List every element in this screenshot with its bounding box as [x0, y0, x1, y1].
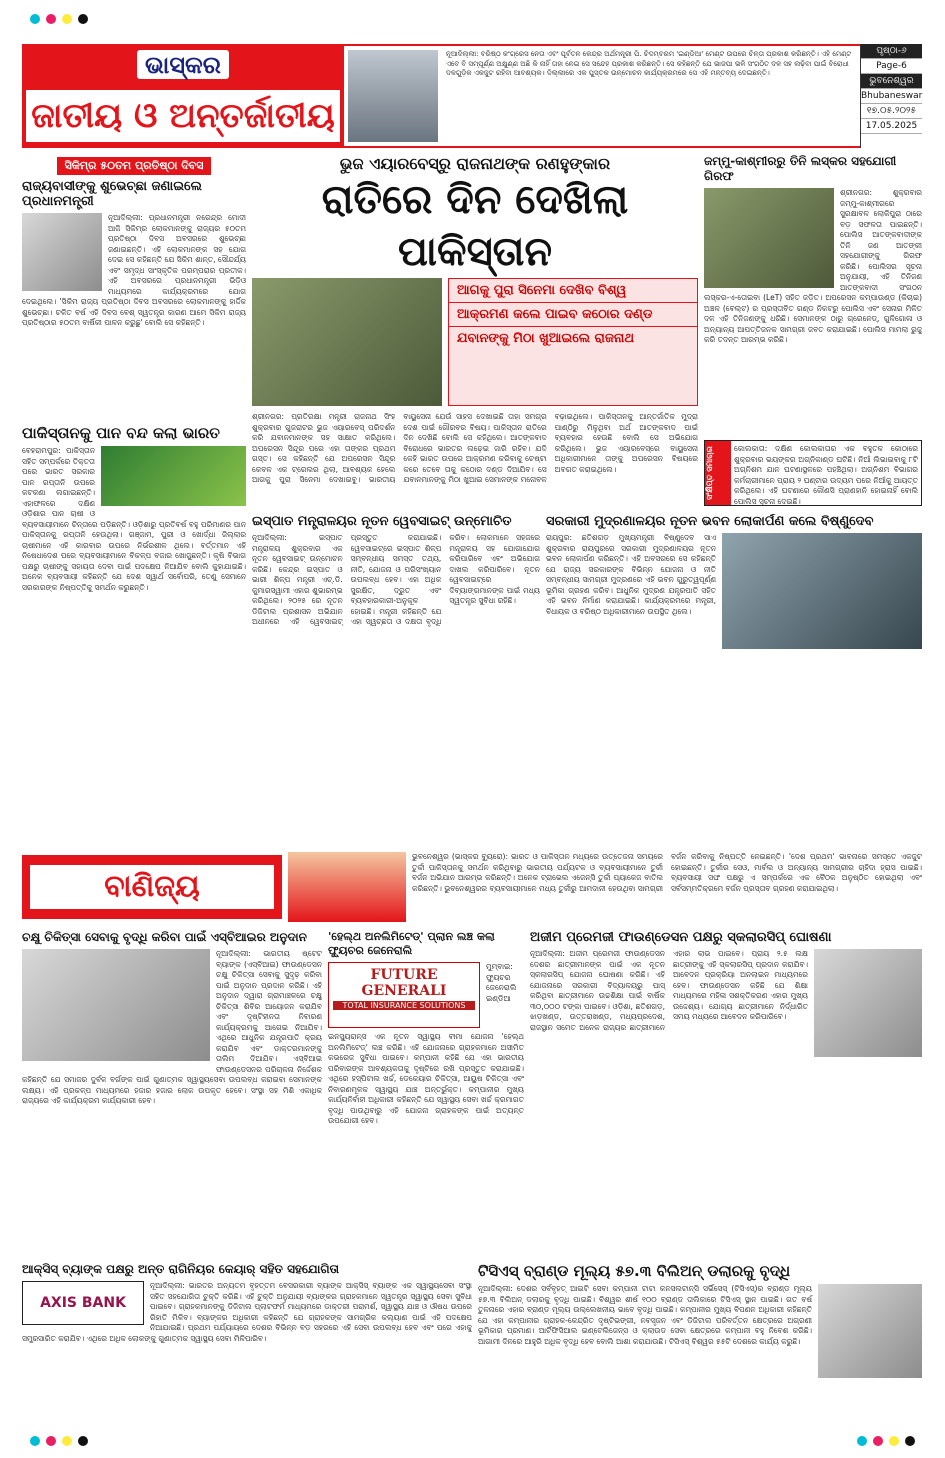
lead-body: ଶ୍ରୀନଗର: ପ୍ରତିରକ୍ଷା ମନ୍ତ୍ରୀ ରାଜନାଥ ସିଂହ ଶୁକ୍ରବାର ଗୁଜରାଟର ଭୁଜ ଏୟାରବେସ୍ ପରିଦର୍ଶନ କରି ଯବାନମାନଙ୍କ ସହ ସାକ୍ଷାତ କରିଥିଲେ। ଅପରେସନ ସିନ୍ଦୂର ପରେ ଏହା ତାଙ୍କର ପ୍ରଥମ ଗସ୍ତ। ସେ କହିଛନ୍ତି ଯେ ଅପରେସନ ସିନ୍ଦୂର କେବଳ ଏକ ଟ୍ରେଲର ଥିଲା, ଆବଶ୍ୟକ ହେଲେ ଆଗକୁ ପୁରା ସିନେମା ଦେଖାଇବୁ। ଭାରତୀୟ ବାୟୁସେନା ଯେଉଁ ସାହସ ଦେଖାଇଛି ତାହା ସମଗ୍ର ଦେଶ ପାଇଁ ଗୌରବର ବିଷୟ। ପାକିସ୍ତାନ ରାତିରେ ଦିନ ଦେଖିଛି ବୋଲି ସେ କହିଥିଲେ। ଆତଙ୍କବାଦ ବିରୋଧରେ ଭାରତର ଲଢ଼େଇ ଜାରି ରହିବ। ଯଦି କେହି ଭାରତ ଉପରେ ଆକ୍ରମଣ କରିବାକୁ ଚେଷ୍ଟା କରେ ତେବେ ତାକୁ କଠୋର ଦଣ୍ଡ ଦିଆଯିବ। ସେ ଯବାନମାନଙ୍କୁ ମିଠା ଖୁଆଇ ସେମାନଙ୍କ ମନୋବଳ ବଢ଼ାଇଥିଲେ। ପାକିସ୍ତାନକୁ ଆନ୍ତର୍ଜାତିକ ମୁଦ୍ରା ପାଣ୍ଠିରୁ ମିଳୁଥିବା ଅର୍ଥ ଆତଙ୍କବାଦ ପାଇଁ ବ୍ୟବହାର ହେଉଛି ବୋଲି ସେ ଅଭିଯୋଗ କରିଥିଲେ। ଭୁଜ ଏୟାରବେସ୍‌ରେ ବାୟୁସେନା ଅଧିକାରୀମାନେ ତାଙ୍କୁ ଅପରେସନ ବିଷୟରେ ଅବଗତ କରାଇଥିଲେ।	[252, 412, 698, 484]
article-jk	[704, 154, 922, 434]
brief-body: କୋଲକାତା: ଦକ୍ଷିଣ କୋଲକାତାର ଏକ ବହୁତଳ କୋଠାରେ ଶୁକ୍ରବାର ଭୟଙ୍କର ଅଗ୍ନିକାଣ୍ଡ ଘଟିଛି। ନିଆଁ ଲିଭାଇବାକୁ ୮ଟି ଅଗ୍ନିଶମ ଯାନ ଘଟଣାସ୍ଥଳରେ ପହଞ୍ଚିଥିଲା। ଅଗ୍ନିଶମ ବିଭାଗର କର୍ମଚାରୀମାନେ ପ୍ରାୟ ୨ ଘଣ୍ଟାର ଉଦ୍ୟମ ପରେ ନିଆଁକୁ ଆୟତ୍ତ କରିଥିଲେ। ଏହି ଘଟଣାରେ କୌଣସି ପ୍ରାଣହାନି ହୋଇନାହିଁ ବୋଲି ପୋଲିସ ସୂଚନା ଦେଇଛି।	[734, 444, 918, 506]
axis-logo-text: AXIS BANK	[40, 1295, 126, 1311]
betel-headline: ପାକିସ୍ତାନକୁ ପାନ ବନ୍ଦ କଲା ଭାରତ	[22, 424, 220, 442]
lead-headline: ରାତିରେ ଦିନ ଦେଖିଲା ପାକିସ୍ତାନ	[321, 177, 629, 275]
axis-headline: ଆକ୍ସିସ୍ ବ୍ୟାଙ୍କ ପକ୍ଷରୁ ଅନ୍ତ ରାଗିନିୟର କେୟାର୍ ସହିତ ସହଯୋଗିତା	[22, 1262, 340, 1276]
registration-dots-top	[30, 14, 88, 24]
eye-body: ନୂଆଦିଲ୍ଲୀ: ଭାରତୀୟ ଷ୍ଟେଟ ବ୍ୟାଙ୍କ (ଏସ୍‌ବିଆଇ) ଫାଉଣ୍ଡେସନ ଚକ୍ଷୁ ଚିକିତ୍ସା ସେବାକୁ ସୁଦୃଢ଼ କରିବା ପାଇଁ ଅନୁଦାନ ପ୍ରଦାନ କରିଛି। ଏହି ଅନୁଦାନ ଦ୍ୱାରା ଗ୍ରାମାଞ୍ଚଳରେ ଚକ୍ଷୁ ଚିକିତ୍ସା ଶିବିର ଆୟୋଜନ କରାଯିବ ଏବଂ ଦୃଷ୍ଟିହୀନତା ନିବାରଣ କାର୍ଯ୍ୟକ୍ରମକୁ ଆଗେଇ ନିଆଯିବ। ଏଥିରେ ଆଧୁନିକ ଯନ୍ତ୍ରପାତି କ୍ରୟ କରାଯିବ ଏବଂ ଡାକ୍ତରମାନଙ୍କୁ ତାଲିମ ଦିଆଯିବ। ଏସ୍‌ବିଆଇ ଫାଉଣ୍ଡେସନର ପରିଚାଳନା ନିର୍ଦ୍ଦେଶକ କହିଛନ୍ତି ଯେ ସମାଜର ଦୁର୍ବଳ ବର୍ଗଙ୍କ ପାଇଁ ଗୁଣାତ୍ମକ ସ୍ୱାସ୍ଥ୍ୟସେବା ଉପଲବ୍ଧ କରାଇବା ସେମାନଙ୍କ ଲକ୍ଷ୍ୟ। ଏହି ପ୍ରକଳ୍ପ ମାଧ୍ୟମରେ ହଜାର ହଜାର ଲୋକ ଉପକୃତ ହେବେ। ସଂସ୍ଥା ସହ ମିଶି ଏକାଧିକ ରାଜ୍ୟରେ ଏହି କାର୍ଯ୍ୟକ୍ରମ କାର୍ଯ୍ୟକାରୀ ହେବ।	[22, 949, 322, 1105]
lead-quotes	[448, 278, 698, 406]
article-tcs	[478, 1262, 922, 1428]
sikkim-kicker: ସିକିମ୍‌ର ୫୦ତମ ପ୍ରତିଷ୍ଠା ଦିବସ	[57, 157, 212, 175]
masthead	[22, 44, 922, 148]
article-sikkim	[22, 154, 246, 416]
axis-body: ନୂଆଦିଲ୍ଲୀ: ଭାରତର ଅନ୍ୟତମ ବୃହତ୍ତମ ବେସରକାରୀ ବ୍ୟାଙ୍କ ଆକ୍ସିସ୍ ବ୍ୟାଙ୍କ ଏକ ସ୍ୱାସ୍ଥ୍ୟସେବା ସଂସ୍ଥା ସହିତ ସହଯୋଗିତା ଚୁକ୍ତି କରିଛି। ଏହି ଚୁକ୍ତି ଅନୁଯାୟୀ ବ୍ୟାଙ୍କର ଗ୍ରାହକମାନେ ସ୍ୱତନ୍ତ୍ର ସ୍ୱାସ୍ଥ୍ୟ ସେବା ସୁବିଧା ପାଇବେ। ଗ୍ରାହକମାନଙ୍କୁ ଡିଜିଟାଲ ପ୍ଲାଟଫର୍ମ ମାଧ୍ୟମରେ ଡାକ୍ତରୀ ପରାମର୍ଶ, ସ୍ୱାସ୍ଥ୍ୟ ଯାଞ୍ଚ ଓ ଔଷଧ ଉପରେ ରିହାତି ମିଳିବ। ବ୍ୟାଙ୍କର ଅଧିକାରୀ କହିଛନ୍ତି ଯେ ଗ୍ରାହକଙ୍କ ସାମଗ୍ରିକ କଲ୍ୟାଣ ପାଇଁ ଏହି ପଦକ୍ଷେପ ନିଆଯାଇଛି। ପ୍ରଥମ ପର୍ଯ୍ୟାୟରେ ଦେଶର ବିଭିନ୍ନ ବଡ଼ ସହରରେ ଏହି ସେବା ଉପଲବ୍ଧ ହେବ ଏବଂ ପରେ ଏହାକୁ ସମ୍ପ୍ରସାରିତ କରାଯିବ। ଏଥିରେ ଅଧିକ ଲୋକଙ୍କୁ ଗୁଣାତ୍ମକ ସ୍ୱାସ୍ଥ୍ୟ ସେବା ମିଳିପାରିବ।	[22, 1281, 472, 1343]
article-eye	[22, 930, 322, 1254]
soldiers-photo	[704, 188, 834, 288]
generali-logo	[328, 962, 480, 1028]
brief-label: ସଂକ୍ଷିପ୍ତ ସମାଚାର	[705, 441, 731, 505]
date-label: ୧୭.୦୫.୨୦୨୫	[861, 104, 922, 119]
press-photo	[722, 533, 922, 649]
banijya-title: ବାଣିଜ୍ୟ	[30, 865, 274, 909]
article-press	[546, 514, 922, 844]
registration-dots-bottom-right	[857, 1436, 915, 1446]
turkey-photo	[288, 852, 406, 922]
teaser-text: ନୂଆଦିଲ୍ଲୀ: ବରିଷ୍ଠ କଂଗ୍ରେସ ନେତା ଏବଂ ପୂର୍ବତନ କେନ୍ଦ୍ର ଅର୍ଥମନ୍ତ୍ରୀ ପି. ଚିଦମ୍ବରମ 'ଇଣ୍ଡିଆ' ମେଣ୍ଟ ଉପରେ ଚିନ୍ତା ପ୍ରକାଶ କରିଛନ୍ତି। ଏହି ମେଣ୍ଟ ଏବେ ବି ସମ୍ପୂର୍ଣ୍ଣ ଅକ୍ଷୁଣ୍ଣ ଅଛି କି ନାହିଁ ତାହା ନେଇ ସେ ସନ୍ଦେହ ପ୍ରକାଶ କରିଛନ୍ତି। ସେ କହିଛନ୍ତି ଯେ ଭାଜପା ଭଳି ସଂଗଠିତ ଦଳ ସହ ଲଢ଼ିବା ପାଇଁ ବିରୋଧୀ ଦଳଗୁଡ଼ିକ ଏକଜୁଟ ରହିବା ଆବଶ୍ୟକ। ଦିଲ୍ଲୀରେ ଏକ ପୁସ୍ତକ ଉନ୍ମୋଚନ କାର୍ଯ୍ୟକ୍ରମରେ ସେ ଏହି ମନ୍ତବ୍ୟ ଦେଇଛନ୍ତି।	[446, 50, 852, 77]
generali-headline: 'ହେଲ୍‌ଥ ଅନଲିମିଟେଡ୍' ପ୍ଲାନ ଲଞ୍ଚ କଲା ଫ୍ୟୁଚର ଜେନେରାଲି	[328, 930, 495, 957]
page-info	[860, 44, 922, 148]
betel-body: ବେହରାମପୁର: ପାକିସ୍ତାନ ସହିତ ସମ୍ପର୍କରେ ତିକ୍ତତା ପରେ ଭାରତ ସରକାର ପାନ ରପ୍ତାନି ଉପରେ କଟକଣା ଲଗାଇଛନ୍ତି। ଏହାଫଳରେ ଦକ୍ଷିଣ ଓଡ଼ିଶାର ପାନ ଚାଷୀ ଓ ବ୍ୟବସାୟୀମାନେ ଚିନ୍ତାରେ ପଡ଼ିଛନ୍ତି। ଓଡ଼ିଶାରୁ ପ୍ରତିବର୍ଷ ବହୁ ପରିମାଣର ପାନ ପାକିସ୍ତାନକୁ ରପ୍ତାନି ହେଉଥିଲା। ଗଞ୍ଜାମ, ପୁରୀ ଓ ଖୋର୍ଦ୍ଧା ଜିଲ୍ଲାର ଚାଷୀମାନେ ଏହି କାରବାର ଉପରେ ନିର୍ଭରଶୀଳ ଥିଲେ। ବର୍ତ୍ତମାନ ଏହି ନିଷେଧାଦେଶ ପରେ ବ୍ୟବସାୟୀମାନେ ବିକଳ୍ପ ବଜାର ଖୋଜୁଛନ୍ତି। କୃଷି ବିଭାଗ ପକ୍ଷରୁ ଚାଷୀଙ୍କୁ ସହାୟତା ଦେବା ପାଇଁ ପଦକ୍ଷେପ ନିଆଯିବ ବୋଲି କୁହାଯାଇଛି। ଅନେକ ବ୍ୟବସାୟୀ କହିଛନ୍ତି ଯେ ଦେଶ ସ୍ୱାର୍ଥ ସର୍ବୋପରି, ତେଣୁ ସେମାନେ ସରକାରଙ୍କ ନିଷ୍ପତ୍ତିକୁ ସମର୍ଥନ କରୁଛନ୍ତି।	[22, 446, 246, 592]
steel-body: ନୂଆଦିଲ୍ଲୀ: ଇସ୍ପାତ ମନ୍ତ୍ରାଳୟ ଶୁକ୍ରବାର ଏକ ନୂତନ ୱେବସାଇଟ୍ ଉନ୍ମୋଚନ କରିଛି। କେନ୍ଦ୍ର ଇସ୍ପାତ ଓ ଭାରୀ ଶିଳ୍ପ ମନ୍ତ୍ରୀ ଏଚ୍.ଡି. କୁମାରସ୍ୱାମୀ ଏହାର ଶୁଭାରମ୍ଭ କରିଥିଲେ। ୨୦୨୫ ରେ ନୂତନ ଡିଜିଟାଲ ପ୍ରଶାସନ ଅଭିଯାନ ଅଧୀନରେ ଏହି ୱେବସାଇଟ୍ ପ୍ରସ୍ତୁତ କରାଯାଇଛି। ୱେବସାଇଟ୍‌ରେ ଇସ୍ପାତ ଶିଳ୍ପ ସମ୍ବନ୍ଧୀୟ ସମସ୍ତ ତଥ୍ୟ, ନୀତି, ଯୋଜନା ଓ ପରିସଂଖ୍ୟାନ ଉପଲବ୍ଧ ହେବ। ଏହା ଅଧିକ ସୁରକ୍ଷିତ, ଦ୍ରୁତ ଏବଂ ବ୍ୟବହାରକାରୀ-ଅନୁକୂଳ ହୋଇଛି। ମନ୍ତ୍ରୀ କହିଛନ୍ତି ଯେ ଏହା ସ୍ୱଚ୍ଛତା ଓ ଦକ୍ଷତା ବୃଦ୍ଧି କରିବ। ଲୋକମାନେ ସହଜରେ ମନ୍ତ୍ରାଳୟ ସହ ଯୋଗାଯୋଗ କରିପାରିବେ ଏବଂ ଅଭିଯୋଗ ଦାଖଲ କରିପାରିବେ। ନୂତନ ୱେବସାଇଟ୍‌ରେ ଦିବ୍ୟାଙ୍ଗମାନଙ୍କ ପାଇଁ ମଧ୍ୟ ସ୍ୱତନ୍ତ୍ର ସୁବିଧା ରହିଛି।	[252, 533, 540, 626]
brand-logo: ଭାସ୍କର	[137, 50, 229, 79]
brief-box	[704, 440, 922, 506]
lead-overline: ଭୁଜ ଏୟାରବେସ୍‌ରୁ ରାଜନାଥଙ୍କ ରଣହୁଙ୍କାର	[339, 154, 611, 173]
page-label-en: Page-6	[861, 59, 922, 74]
lead-quote-2: ଆକ୍ରମଣ କଲେ ପାଇବ କଠୋର ଦଣ୍ଡ	[449, 303, 697, 327]
steel-headline: ଇସ୍ପାତ ମନ୍ତ୍ରାଳୟର ନୂତନ ୱେବସାଇଟ୍ ଉନ୍ମୋଚିତ	[252, 514, 512, 529]
press-body: ରାୟପୁର: ଛତିଶଗଡ଼ ମୁଖ୍ୟମନ୍ତ୍ରୀ ବିଷ୍ଣୁଦେବ ସାଏ ଶୁକ୍ରବାର ରାୟପୁରରେ ସରକାରୀ ମୁଦ୍ରଣାଳୟର ନୂତନ ଭବନ ଲୋକାର୍ପଣ କରିଛନ୍ତି। ଏହି ଅବସରରେ ସେ କହିଛନ୍ତି ଯେ ରାଜ୍ୟ ସରକାରଙ୍କ ବିଭିନ୍ନ ଯୋଜନା ଓ ନୀତି ସମ୍ବନ୍ଧୀୟ ସାମଗ୍ରୀ ମୁଦ୍ରଣରେ ଏହି ଭବନ ଗୁରୁତ୍ୱପୂର୍ଣ୍ଣ ଭୂମିକା ଗ୍ରହଣ କରିବ। ଆଧୁନିକ ମୁଦ୍ରଣ ଯନ୍ତ୍ରପାତି ସହିତ ଏହି ଭବନ ନିର୍ମାଣ କରାଯାଇଛି। କାର୍ଯ୍ୟକ୍ରମରେ ମନ୍ତ୍ରୀ, ବିଧାୟକ ଓ ବରିଷ୍ଠ ଅଧିକାରୀମାନେ ଉପସ୍ଥିତ ଥିଲେ।	[546, 533, 716, 616]
eye-headline: ଚକ୍ଷୁ ଚିକିତ୍ସା ସେବାକୁ ବୃଦ୍ଧି କରିବା ପାଇଁ ଏସ୍‌ବିଆଇର ଅନୁଦାନ	[22, 930, 307, 944]
turkey-body: ଭୁବନେଶ୍ୱର (ଭାସ୍କର ବ୍ୟୁରୋ): ଭାରତ ଓ ପାକିସ୍ତାନ ମଧ୍ୟରେ ଉତ୍ତେଜନା ସମୟରେ ତୁର୍କୀ ପାକିସ୍ତାନକୁ ସମର୍ଥନ କରିଥିବାରୁ ଭାରତୀୟ ପର୍ଯ୍ୟଟକ ଓ ବ୍ୟବସାୟୀମାନେ ତୁର୍କୀ ବର୍ଜନ ଅଭିଯାନ ଆରମ୍ଭ କରିଛନ୍ତି। ଅନେକ ଟ୍ରାଭେଲ ଏଜେନ୍ସି ତୁର୍କୀ ପ୍ୟାକେଜ ବାତିଲ କରିଛନ୍ତି। ଭୁବନେଶ୍ୱରର ବ୍ୟବସାୟୀମାନେ ମଧ୍ୟ ତୁର୍କୀରୁ ଆମଦାନୀ ହେଉଥିବା ସାମଗ୍ରୀ ବର୍ଜନ କରିବାକୁ ନିଷ୍ପତ୍ତି ନେଇଛନ୍ତି। 'ଦେଶ ପ୍ରଥମ' ଭାବନାରେ ସମସ୍ତେ ଏକଜୁଟ ହୋଇଛନ୍ତି। ତୁର୍କୀର ସେଓ, ମାର୍ବଲ ଓ ଅନ୍ୟାନ୍ୟ ସାମଗ୍ରୀର ଚାହିଦା ହ୍ରାସ ପାଇଛି। ବ୍ୟବସାୟୀ ସଙ୍ଘ ପକ୍ଷରୁ ଏ ସମ୍ପର୍କରେ ଏକ ବୈଠକ ଅନୁଷ୍ଠିତ ହୋଇଥିଲା ଏବଂ ସର୍ବସମ୍ମତିକ୍ରମେ ବର୍ଜନ ପ୍ରସ୍ତାବ ଗ୍ରହଣ କରାଯାଇଥିଲା।	[412, 852, 922, 893]
article-betel	[22, 424, 246, 742]
lead-quote-3: ଯବାନଙ୍କୁ ମିଠା ଖୁଆଇଲେ ରାଜନାଥ	[457, 331, 635, 346]
betel-photo	[101, 446, 246, 506]
jk-body: ଶ୍ରୀନଗର: ଶୁକ୍ରବାର ଜମ୍ମୁ-କାଶ୍ମୀରରେ ସୁରକ୍ଷାବଳ ଲୋକିପୁରା ଠାରେ ବଡ଼ ସଫଳତା ପାଇଛନ୍ତି। ପୋଲିସ ଆତଙ୍କବାଦୀଙ୍କ ତିନି ଜଣ ଆତଙ୍କୀ ସହଯୋଗୀଙ୍କୁ ଗିରଫ କରିଛି। ପୋଲିସର ସୂଚନା ଅନୁଯାୟୀ, ଏହି ତିନିଜଣ ଆତଙ୍କବାଦୀ ସଂଗଠନ ଲସ୍କର-ଏ-ତୋଇବା (LeT) ସହିତ ଜଡ଼ିତ। ଅପରେସନ କମ୍ପାଉଣ୍ଡ (କିଚାଇ) ଅଞ୍ଚଳ (ବେଲ୍ଟ) ର ପ୍ରସ୍ତାବିତ ଗଣ୍ଡ ନିକଟରୁ ପୋଲିସ ଏବଂ ସେନାର ମିଳିତ ଦଳ ଏହି ତିନିଜଣଙ୍କୁ ଧରିଛି। ସେମାନଙ୍କ ଠାରୁ ଗ୍ରେନେଡ୍, ଗୁଳିଗୋଳା ଓ ଅନ୍ୟାନ୍ୟ ଆପତ୍ତିଜନକ ସାମଗ୍ରୀ ଜବତ କରାଯାଇଛି। ପୋଲିସ ମାମଲା ରୁଜୁ କରି ତଦନ୍ତ ଆରମ୍ଭ କରିଛି।	[704, 188, 922, 344]
section-banijya	[22, 855, 282, 919]
azim-photo	[814, 949, 922, 1057]
sikkim-headline: ରାଜ୍ୟବାସୀଙ୍କୁ ଶୁଭେଚ୍ଛା ଜଣାଇଲେ ପ୍ରଧାନମନ୍ତ୍ରୀ	[22, 179, 202, 209]
article-generali	[328, 930, 524, 1254]
article-lead	[252, 154, 698, 509]
generali-body: ମୁମ୍ବାଇ: ଫ୍ୟୁଚର ଜେନେରାଲି ଇଣ୍ଡିଆ ଇନସ୍ୟୁରାନ୍ସ ଏକ ନୂତନ ସ୍ୱାସ୍ଥ୍ୟ ବୀମା ଯୋଜନା 'ହେଲ୍‌ଥ ଅନଲିମିଟେଡ୍' ଲଞ୍ଚ କରିଛି। ଏହି ଯୋଜନାରେ ଗ୍ରାହକମାନେ ଅସୀମିତ କଭରେଜ ସୁବିଧା ପାଇବେ। କମ୍ପାନୀ କହିଛି ଯେ ଏହା ଭାରତୀୟ ପରିବାରଙ୍କ ଆବଶ୍ୟକତାକୁ ଦୃଷ୍ଟିରେ ରଖି ପ୍ରସ୍ତୁତ କରାଯାଇଛି। ଏଥିରେ ହସ୍ପିଟାଲ ଖର୍ଚ୍ଚ, ଡେକେୟାର ଚିକିତ୍ସା, ଆୟୁଷ ଚିକିତ୍ସା ଏବଂ ନିବାରଣମୂଳକ ସ୍ୱାସ୍ଥ୍ୟ ଯାଞ୍ଚ ଅନ୍ତର୍ଭୁକ୍ତ। କମ୍ପାନୀର ମୁଖ୍ୟ କାର୍ଯ୍ୟନିର୍ବାହୀ ଅଧିକାରୀ କହିଛନ୍ତି ଯେ ସ୍ୱାସ୍ଥ୍ୟ ସେବା ଖର୍ଚ୍ଚ କ୍ରମାଗତ ବୃଦ୍ଧି ପାଉଥିବାରୁ ଏହି ଯୋଜନା ଗ୍ରାହକଙ୍କ ପାଇଁ ଅତ୍ୟନ୍ତ ଉପଯୋଗୀ ହେବ।	[328, 962, 524, 1125]
teaser-photo	[348, 50, 438, 142]
rajnath-photo	[252, 278, 442, 406]
date-label-en: 17.05.2025	[861, 119, 922, 134]
axis-logo	[22, 1281, 144, 1325]
section-title: ଜାତୀୟ ଓ ଅନ୍ତର୍ଜାତୀୟ	[26, 90, 340, 142]
article-axis	[22, 1262, 472, 1428]
lead-quote-1: ଆଗକୁ ପୁରା ସିନେମା ଦେଖିବ ବିଶ୍ୱ	[449, 279, 697, 303]
jk-headline: ଜମ୍ମୁ-କାଶ୍ମୀରରୁ ତିନି ଲସ୍କର ସହଯୋଗୀ ଗିରଫ	[704, 154, 897, 183]
registration-dots-bottom	[30, 1436, 88, 1446]
generali-logo-line1: FUTURE	[370, 967, 438, 983]
eye-photo	[22, 949, 210, 1061]
tcs-photo	[818, 1284, 922, 1378]
city-label-en: Bhubaneswar	[861, 89, 922, 104]
azim-headline: ଅଜୀମ ପ୍ରେମଜୀ ଫାଉଣ୍ଡେସନ ପକ୍ଷରୁ ସ୍କଲାରସିପ୍ ଘୋଷଣା	[530, 930, 832, 945]
azim-body: ନୂଆଦିଲ୍ଲୀ: ଅଜୀମ ପ୍ରେମଜୀ ଫାଉଣ୍ଡେସନ ଦେଶର ଛାତ୍ରୀମାନଙ୍କ ପାଇଁ ଏକ ନୂତନ ସ୍କଲାରସିପ୍ ଯୋଜନା ଘୋଷଣା କରିଛି। ଏହି ଯୋଜନାରେ ସରକାରୀ ବିଦ୍ୟାଳୟରୁ ପାସ୍ କରିଥିବା ଛାତ୍ରୀମାନେ ଉଚ୍ଚଶିକ୍ଷା ପାଇଁ ବାର୍ଷିକ ୩୦,୦୦୦ ଟଙ୍କା ପାଇବେ। ଓଡ଼ିଶା, ଛତିଶଗଡ଼, ଝାଡ଼ଖଣ୍ଡ, ଉତ୍ତରାଖଣ୍ଡ, ମଧ୍ୟପ୍ରଦେଶ, ରାଜସ୍ଥାନ ସମେତ ଅନେକ ରାଜ୍ୟର ଛାତ୍ରୀମାନେ ଏହାର ଲାଭ ପାଇବେ। ପ୍ରାୟ ୨.୫ ଲକ୍ଷ ଛାତ୍ରୀଙ୍କୁ ଏହି ସ୍କଲାରସିପ୍ ପ୍ରଦାନ କରାଯିବ। ଆବେଦନ ପ୍ରକ୍ରିୟା ଅନଲାଇନ ମାଧ୍ୟମରେ ହେବ। ଫାଉଣ୍ଡେସନ କହିଛି ଯେ ଶିକ୍ଷା ମାଧ୍ୟମରେ ମହିଳା ସଶକ୍ତିକରଣ ଏହାର ମୁଖ୍ୟ ଉଦ୍ଦେଶ୍ୟ। ଯୋଗ୍ୟ ଛାତ୍ରୀମାନେ ନିର୍ଦ୍ଧାରିତ ସମୟ ମଧ୍ୟରେ ଆବେଦନ କରିପାରିବେ।	[530, 949, 808, 1032]
press-headline: ସରକାରୀ ମୁଦ୍ରଣାଳୟର ନୂତନ ଭବନ ଲୋକାର୍ପଣ କଲେ ବିଷ୍ଣୁଦେବ	[546, 514, 874, 529]
generali-logo-line2: GENERALI	[361, 983, 447, 999]
tcs-body: ନୂଆଦିଲ୍ଲୀ: ଦେଶର ସର୍ବବୃହତ୍ ଆଇଟି ସେବା କମ୍ପାନୀ ଟାଟା କନସଲଟାନ୍ସି ସର୍ଭିସେସ୍ (ଟିସିଏସ୍)ର ବ୍ରାଣ୍ଡ ମୂଲ୍ୟ ୫୭.୩ ବିଲିଅନ୍ ଡଲାରକୁ ବୃଦ୍ଧି ପାଇଛି। ବିଶ୍ୱର ଶୀର୍ଷ ୧୦୦ ବ୍ରାଣ୍ଡ ତାଲିକାରେ ଟିସିଏସ୍ ସ୍ଥାନ ପାଇଛି। ଗତ ବର୍ଷ ତୁଳନାରେ ଏହାର ବ୍ରାଣ୍ଡ ମୂଲ୍ୟ ଉଲ୍ଲେଖନୀୟ ଭାବେ ବୃଦ୍ଧି ପାଇଛି। କମ୍ପାନୀର ମୁଖ୍ୟ ବିପଣନ ଅଧିକାରୀ କହିଛନ୍ତି ଯେ ଏହା କମ୍ପାନୀର ଗ୍ରାହକ-କେନ୍ଦ୍ରିତ ଦୃଷ୍ଟିଭଙ୍ଗୀ, ନବସୃଜନ ଏବଂ ଡିଜିଟାଲ ପରିବର୍ତ୍ତନ କ୍ଷେତ୍ରରେ ଅଗ୍ରଣୀ ଭୂମିକାର ପ୍ରମାଣ। ଆର୍ଟିଫିସିଆଲ ଇଣ୍ଟେଲିଜେନ୍ସ ଓ କ୍ଲାଉଡ ସେବା କ୍ଷେତ୍ରରେ କମ୍ପାନୀ ବହୁ ନିବେଶ କରିଛି। ଆଗାମୀ ଦିନରେ ଆହୁରି ଅଧିକ ବୃଦ୍ଧି ହେବ ବୋଲି ଆଶା କରାଯାଉଛି। ଟିସିଏସ୍ ବିଶ୍ୱର ୫୫ଟି ଦେଶରେ କାର୍ଯ୍ୟ କରୁଛି।	[478, 1284, 812, 1346]
tcs-headline: ଟିସିଏସ୍ ବ୍ରାଣ୍ଡ ମୂଲ୍ୟ ୫୭.୩ ବିଲିଅନ୍ ଡଲାରକୁ ବୃଦ୍ଧି	[478, 1262, 791, 1280]
city-label: ଭୁବନେଶ୍ୱର	[861, 74, 922, 89]
section-header	[22, 44, 344, 148]
pm-photo	[22, 213, 102, 291]
article-turkey	[288, 852, 922, 922]
article-azim	[530, 930, 922, 1254]
top-teaser	[344, 44, 860, 148]
page-label: ପୃଷ୍ଠା-୬	[861, 44, 922, 59]
generali-logo-tag: TOTAL INSURANCE SOLUTIONS	[333, 1001, 475, 1010]
sikkim-body: ନୂଆଦିଲ୍ଲୀ: ପ୍ରଧାନମନ୍ତ୍ରୀ ନରେନ୍ଦ୍ର ମୋଦୀ ଆଜି ସିକିମ୍‌ର ଲୋକମାନଙ୍କୁ ରାଜ୍ୟର ୫୦ତମ ପ୍ରତିଷ୍ଠା ଦିବସ ଅବସରରେ ଶୁଭେଚ୍ଛା ଜଣାଇଛନ୍ତି। ଏହି ଲୋକମାନଙ୍କ ସହ ଯୋଗ ଦେଇ ସେ କହିଛନ୍ତି ଯେ ସିକିମ ଶାନ୍ତ, ସୌନ୍ଦର୍ଯ୍ୟ ଏବଂ ସମୃଦ୍ଧ ସାଂସ୍କୃତିକ ପରମ୍ପରାର ପ୍ରତୀକ। ଏହି ଅବସରରେ ପ୍ରଧାନମନ୍ତ୍ରୀ ଭିଡ଼ିଓ ମାଧ୍ୟମରେ କାର୍ଯ୍ୟକ୍ରମରେ ଯୋଗ ଦେଇଥିଲେ। 'ସିକିମ ରାଜ୍ୟ ପ୍ରତିଷ୍ଠା ଦିବସ ଅବସରରେ ଲୋକମାନଙ୍କୁ ହାର୍ଦ୍ଦିକ ଶୁଭେଚ୍ଛା। ଚଳିତ ବର୍ଷ ଏହି ଦିବସ ବେଶ୍ ସ୍ୱତନ୍ତ୍ର କାରଣ ଆମେ ସିକିମ ରାଜ୍ୟ ପ୍ରତିଷ୍ଠାର ୫୦ତମ ବାର୍ଷିକୀ ପାଳନ କରୁଛୁ' ବୋଲି ସେ କହିଛନ୍ତି।	[22, 213, 246, 327]
article-steel	[252, 514, 540, 844]
